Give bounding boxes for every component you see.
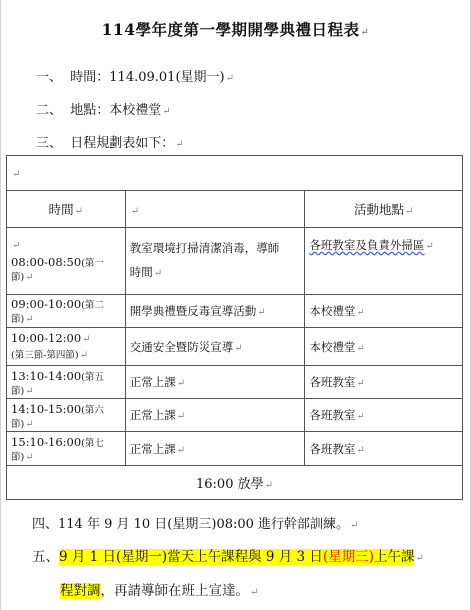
cell-time: 14:10-15:00(第六節)↵ bbox=[7, 399, 126, 432]
table-row bbox=[7, 295, 463, 328]
header-location: 活動地點↵ bbox=[305, 191, 463, 228]
item-number: 二、 bbox=[36, 103, 63, 118]
red-emphasis: (星期三) bbox=[322, 549, 374, 565]
table-row bbox=[7, 328, 463, 366]
item-schedule-intro bbox=[36, 132, 184, 151]
item-label: 日程規劃表如下： bbox=[70, 136, 175, 151]
cell-mark-icon: ↵ bbox=[12, 169, 21, 180]
item-number: 一、 bbox=[36, 70, 63, 85]
cell-time: 15:10-16:00(第七節)↵ bbox=[7, 432, 126, 466]
cell-activity: 正常上課↵ bbox=[125, 366, 305, 399]
item-label: 時間：114.09.01(星期一) bbox=[70, 70, 225, 85]
cell-time: 09:00-10:00(第二節)↵ bbox=[7, 295, 126, 328]
paragraph-mark-icon: ↵ bbox=[162, 106, 171, 117]
cell-activity: 開學典禮暨反毒宣導活動↵ bbox=[125, 295, 305, 328]
schedule-table bbox=[6, 155, 463, 500]
note-schedule-swap-cont bbox=[60, 579, 258, 599]
cell-location: 各班教室↵ bbox=[305, 432, 463, 466]
table-row bbox=[7, 399, 463, 432]
cell-location: 本校禮堂↵ bbox=[305, 328, 463, 366]
table-footer-row bbox=[7, 466, 463, 500]
dismissal-cell: 16:00 放學↵ bbox=[7, 466, 463, 500]
document-title-text: 114學年度第一學期開學典禮日程表 bbox=[101, 20, 360, 39]
cell-mark-icon: ↵ bbox=[405, 206, 414, 217]
table-header-row bbox=[7, 191, 463, 228]
cell-location: 本校禮堂↵ bbox=[305, 295, 463, 328]
cell-location: 各班教室及負責外掃區↵ bbox=[305, 228, 463, 295]
document-title bbox=[0, 18, 471, 40]
paragraph-mark-icon: ↵ bbox=[350, 520, 359, 531]
note-cadre-training bbox=[32, 513, 358, 532]
paragraph-mark-icon: ↵ bbox=[225, 73, 234, 84]
item-number: 五、 bbox=[32, 549, 59, 565]
item-number: 四、 bbox=[32, 517, 59, 532]
cell-location: 各班教室↵ bbox=[305, 399, 463, 432]
cell-activity: 交通安全暨防災宣導↵ bbox=[125, 328, 305, 366]
paragraph-mark-icon: ↵ bbox=[250, 587, 259, 598]
cell-time: 10:00-12:00↵ (第三節-第四節)↵ bbox=[7, 328, 126, 366]
cell-time: 13:10-14:00(第五節)↵ bbox=[7, 366, 126, 399]
cell-mark-icon: ↵ bbox=[130, 205, 140, 217]
cell-activity: 教室環境打掃清潔消毒，導師 時間↵ bbox=[125, 228, 305, 295]
table-top-row bbox=[7, 156, 463, 191]
page-edge-left bbox=[0, 0, 1, 610]
note-schedule-swap bbox=[32, 545, 424, 565]
highlight-text: 9 月 1 日(星期一)當天上午課程與 9 月 3 日(星期三)上午課 bbox=[59, 549, 415, 565]
item-label: 地點：本校禮堂 bbox=[70, 103, 162, 118]
header-time: 時間↵ bbox=[7, 191, 126, 228]
paragraph-mark-icon: ↵ bbox=[415, 553, 424, 564]
cell-mark-icon: ↵ bbox=[74, 206, 84, 217]
header-activity bbox=[125, 191, 305, 228]
cell-activity: 正常上課↵ bbox=[125, 432, 305, 466]
paragraph-mark-icon: ↵ bbox=[175, 139, 184, 150]
table-row bbox=[7, 228, 463, 295]
table-top-cell bbox=[7, 156, 463, 191]
table-row bbox=[7, 432, 463, 466]
note-text: ，再請導師在班上宣達。 bbox=[100, 583, 249, 599]
cell-location: 各班教室↵ bbox=[305, 366, 463, 399]
cell-activity: 正常上課↵ bbox=[125, 399, 305, 432]
item-number: 三、 bbox=[36, 136, 63, 151]
highlight-text: 程對調 bbox=[60, 583, 101, 599]
item-location bbox=[36, 99, 171, 118]
note-text: 114 年 9 月 10 日(星期三)08:00 進行幹部訓練。 bbox=[58, 517, 350, 532]
table-row bbox=[7, 366, 463, 399]
item-time bbox=[36, 66, 234, 85]
paragraph-mark-icon: ↵ bbox=[360, 27, 370, 38]
cell-time: ↵ 08:00-08:50(第一節)↵ bbox=[7, 228, 126, 295]
